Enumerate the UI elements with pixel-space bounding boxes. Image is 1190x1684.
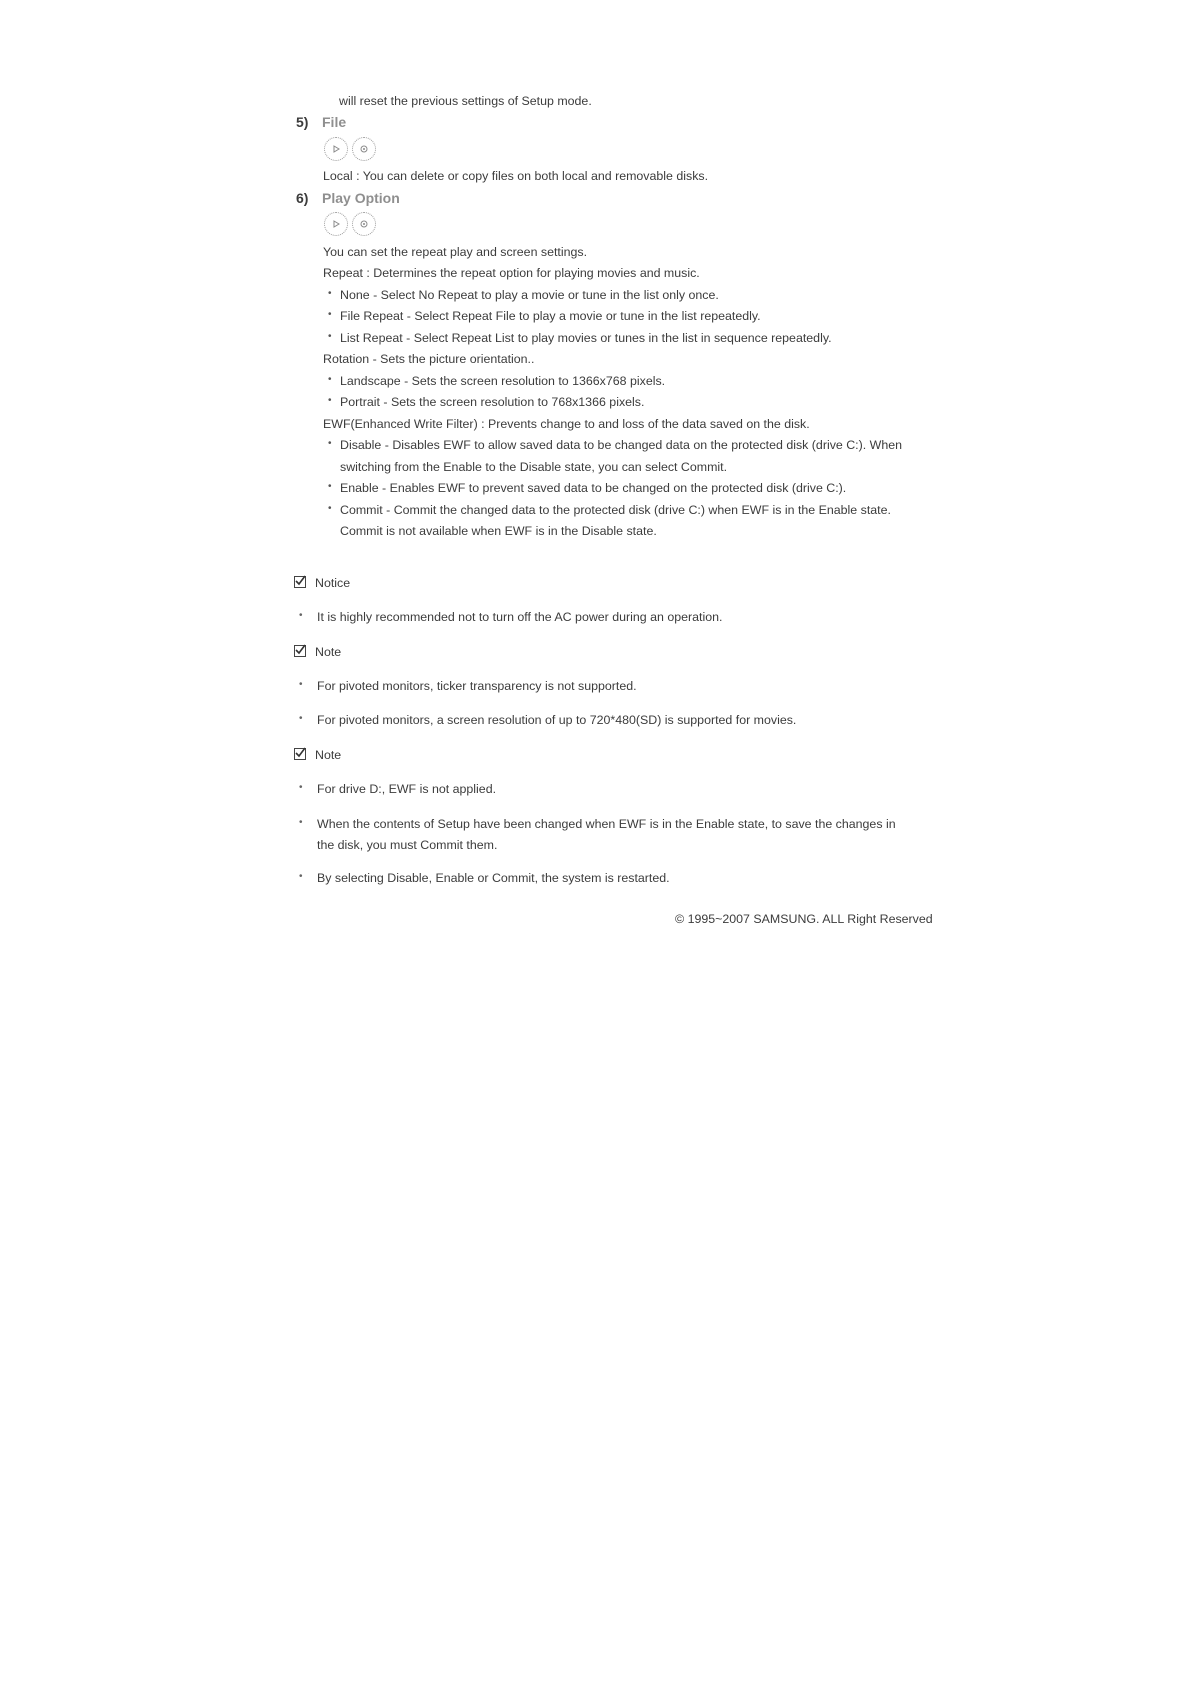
- section-heading-file: [296, 114, 346, 130]
- ewf-item-continuation: Commit is not available when EWF is in the Disable state.: [340, 524, 657, 538]
- note-item: • By selecting Disable, Enable or Commit, the system is restarted.: [299, 871, 670, 885]
- rotation-heading: Rotation - Sets the picture orientation..: [323, 352, 535, 366]
- note-header: [294, 748, 341, 762]
- file-icon-row: [324, 137, 376, 161]
- note-header: [294, 645, 341, 659]
- notice-item-text: It is highly recommended not to turn off the AC power during an operation.: [317, 610, 723, 624]
- play-icon: [324, 212, 348, 236]
- note-item: • For pivoted monitors, a screen resolution of up to 720*480(SD) is supported for movies.: [299, 713, 797, 727]
- ewf-item-continuation: switching from the Enable to the Disable state, you can select Commit.: [340, 460, 728, 474]
- section-title: File: [322, 114, 347, 130]
- note-item-text: For pivoted monitors, ticker transparency is not supported.: [317, 679, 637, 693]
- checkbox-icon: [294, 645, 306, 657]
- rotation-item: • Landscape - Sets the screen resolution to 1366x768 pixels.: [340, 374, 665, 388]
- play-option-intro: You can set the repeat play and screen settings.: [323, 245, 588, 259]
- play-icon: [324, 137, 348, 161]
- note-item-text: When the contents of Setup have been changed when EWF is in the Enable state, to save the changes in: [317, 817, 896, 831]
- intro-line: will reset the previous settings of Setup mode.: [339, 94, 592, 108]
- section-number: 6): [296, 190, 309, 206]
- repeat-item: • None - Select No Repeat to play a movie or tune in the list only once.: [340, 288, 719, 302]
- notice-header: [294, 576, 350, 590]
- note-item: • For drive D:, EWF is not applied.: [299, 782, 497, 796]
- section-heading-play-option: [296, 190, 400, 206]
- note-item: • When the contents of Setup have been changed when EWF is in the Enable state, to save the changes in: [299, 817, 896, 831]
- ewf-item: • Commit - Commit the changed data to the protected disk (drive C:) when EWF is in the Enable state.: [340, 503, 891, 517]
- gear-icon: [352, 212, 376, 236]
- ewf-item: • Disable - Disables EWF to allow saved data to be changed data on the protected disk (drive C:). When: [340, 438, 902, 452]
- note-label: Note: [315, 748, 342, 762]
- ewf-item: • Enable - Enables EWF to prevent saved data to be changed on the protected disk (drive C:).: [340, 481, 846, 495]
- note-item-text: For pivoted monitors, a screen resolution of up to 720*480(SD) is supported for movies.: [317, 713, 797, 727]
- notice-label: Notice: [315, 576, 351, 590]
- section-title: Play Option: [322, 190, 400, 206]
- copyright-footer: © 1995~2007 SAMSUNG. ALL Right Reserved: [675, 912, 933, 926]
- ewf-heading: EWF(Enhanced Write Filter) : Prevents change to and loss of the data saved on the disk.: [323, 417, 810, 431]
- note-item-text: For drive D:, EWF is not applied.: [317, 782, 497, 796]
- note-label: Note: [315, 645, 342, 659]
- checkbox-icon: [294, 748, 306, 760]
- repeat-item: • File Repeat - Select Repeat File to play a movie or tune in the list repeatedly.: [340, 309, 761, 323]
- gear-icon: [352, 137, 376, 161]
- notice-item: • It is highly recommended not to turn off the AC power during an operation.: [299, 610, 723, 624]
- repeat-heading: Repeat : Determines the repeat option for playing movies and music.: [323, 266, 700, 280]
- repeat-item: • List Repeat - Select Repeat List to play movies or tunes in the list in sequence repeatedly.: [340, 331, 832, 345]
- note-item-continuation: the disk, you must Commit them.: [317, 838, 498, 852]
- rotation-item: • Portrait - Sets the screen resolution to 768x1366 pixels.: [340, 395, 644, 409]
- note-item-text: By selecting Disable, Enable or Commit, the system is restarted.: [317, 871, 670, 885]
- play-option-icon-row: [324, 212, 376, 236]
- note-item: • For pivoted monitors, ticker transparency is not supported.: [299, 679, 637, 693]
- file-local-line: Local : You can delete or copy files on both local and removable disks.: [323, 169, 709, 183]
- section-number: 5): [296, 114, 309, 130]
- checkbox-icon: [294, 576, 306, 588]
